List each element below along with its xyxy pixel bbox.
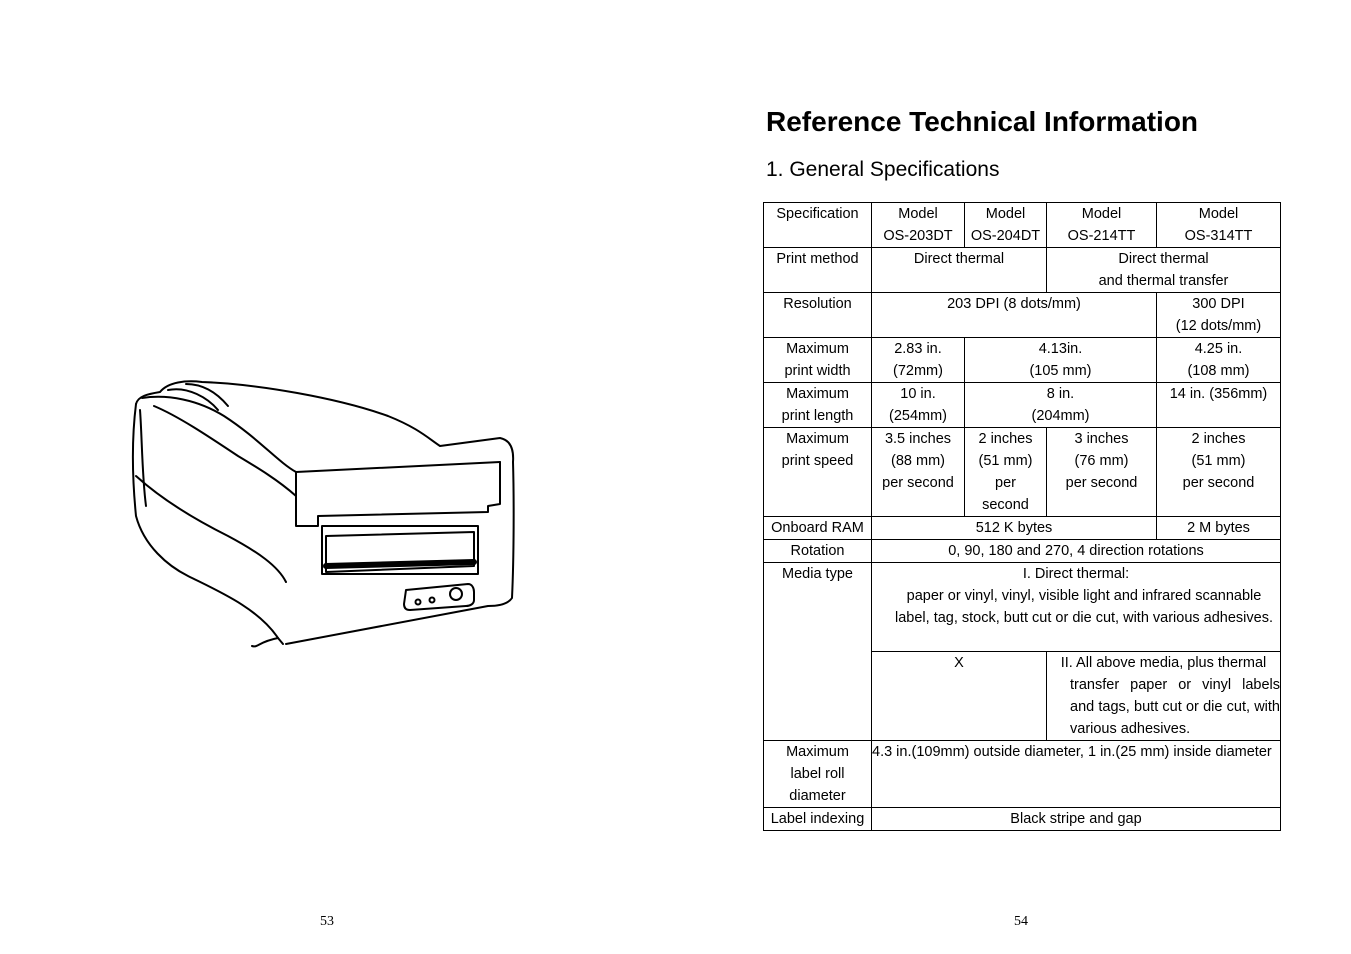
print-method-dt: Direct thermal bbox=[872, 248, 1047, 293]
speed-os-204dt: 2 inches (51 mm) per second bbox=[965, 428, 1047, 517]
row-label: Maximum print speed bbox=[764, 428, 872, 517]
media-tt-body: transfer paper or vinyl labels and tags, butt cut or die cut, with various adhesives. bbox=[1070, 677, 1280, 737]
ram-512k: 512 K bytes bbox=[872, 517, 1157, 540]
indexing-value: Black stripe and gap bbox=[872, 808, 1281, 831]
rotation-value: 0, 90, 180 and 270, 4 direction rotations bbox=[872, 540, 1281, 563]
printer-illustration bbox=[128, 376, 520, 648]
media-dt-body: paper or vinyl, vinyl, visible light and infrared scannable label, tag, stock, butt cut or die cut, with various adhesives. bbox=[895, 588, 1273, 626]
header-os-314tt: Model OS-314TT bbox=[1157, 203, 1281, 248]
width-os-314tt: 4.25 in. (108 mm) bbox=[1157, 338, 1281, 383]
row-label: Maximum print width bbox=[764, 338, 872, 383]
table-row-ram bbox=[764, 517, 1281, 540]
resolution-300: 300 DPI (12 dots/mm) bbox=[1157, 293, 1281, 338]
media-tt-heading: II. All above media, plus thermal bbox=[1060, 655, 1267, 671]
page-number-left: 53 bbox=[320, 914, 334, 929]
header-os-214tt: Model OS-214TT bbox=[1047, 203, 1157, 248]
speed-os-314tt: 2 inches (51 mm) per second bbox=[1157, 428, 1281, 517]
media-x-mark: X bbox=[872, 652, 1047, 741]
table-row-media-dt bbox=[764, 563, 1281, 652]
print-method-tt: Direct thermal and thermal transfer bbox=[1047, 248, 1281, 293]
row-label: Resolution bbox=[764, 293, 872, 338]
table-row-print-method bbox=[764, 248, 1281, 293]
length-os-204dt-214tt: 8 in. (204mm) bbox=[965, 383, 1157, 428]
resolution-203: 203 DPI (8 dots/mm) bbox=[872, 293, 1157, 338]
ram-2m: 2 M bytes bbox=[1157, 517, 1281, 540]
header-specification: Specification bbox=[764, 203, 872, 248]
specifications-table bbox=[763, 202, 1281, 831]
row-label: Media type bbox=[764, 563, 872, 741]
page-title: Reference Technical Information bbox=[766, 106, 1199, 137]
roll-value: 4.3 in.(109mm) outside diameter, 1 in.(25 mm) inside diameter bbox=[872, 741, 1281, 808]
length-os-314tt: 14 in. (356mm) bbox=[1157, 383, 1281, 428]
speed-os-203dt: 3.5 inches (88 mm) per second bbox=[872, 428, 965, 517]
header-os-204dt: Model OS-204DT bbox=[965, 203, 1047, 248]
table-row-rotation bbox=[764, 540, 1281, 563]
length-os-203dt: 10 in. (254mm) bbox=[872, 383, 965, 428]
row-label: Label indexing bbox=[764, 808, 872, 831]
row-label: Print method bbox=[764, 248, 872, 293]
speed-os-214tt: 3 inches (76 mm) per second bbox=[1047, 428, 1157, 517]
row-label: Maximum label roll diameter bbox=[764, 741, 872, 808]
table-row-max-speed bbox=[764, 428, 1281, 517]
media-dt-heading: I. Direct thermal: bbox=[1022, 566, 1130, 582]
row-label: Rotation bbox=[764, 540, 872, 563]
table-row-max-length bbox=[764, 383, 1281, 428]
row-label: Maximum print length bbox=[764, 383, 872, 428]
table-row-roll bbox=[764, 741, 1281, 808]
media-direct-thermal bbox=[872, 563, 1281, 652]
table-row-max-width bbox=[764, 338, 1281, 383]
row-label: Onboard RAM bbox=[764, 517, 872, 540]
table-row-resolution bbox=[764, 293, 1281, 338]
width-os-203dt: 2.83 in. (72mm) bbox=[872, 338, 965, 383]
table-row-header bbox=[764, 203, 1281, 248]
page-number-right: 54 bbox=[1014, 914, 1028, 929]
section-heading: 1. General Specifications bbox=[766, 158, 1000, 181]
media-thermal-transfer bbox=[1047, 652, 1281, 741]
header-os-203dt: Model OS-203DT bbox=[872, 203, 965, 248]
table-row-indexing bbox=[764, 808, 1281, 831]
width-os-204dt-214tt: 4.13in. (105 mm) bbox=[965, 338, 1157, 383]
